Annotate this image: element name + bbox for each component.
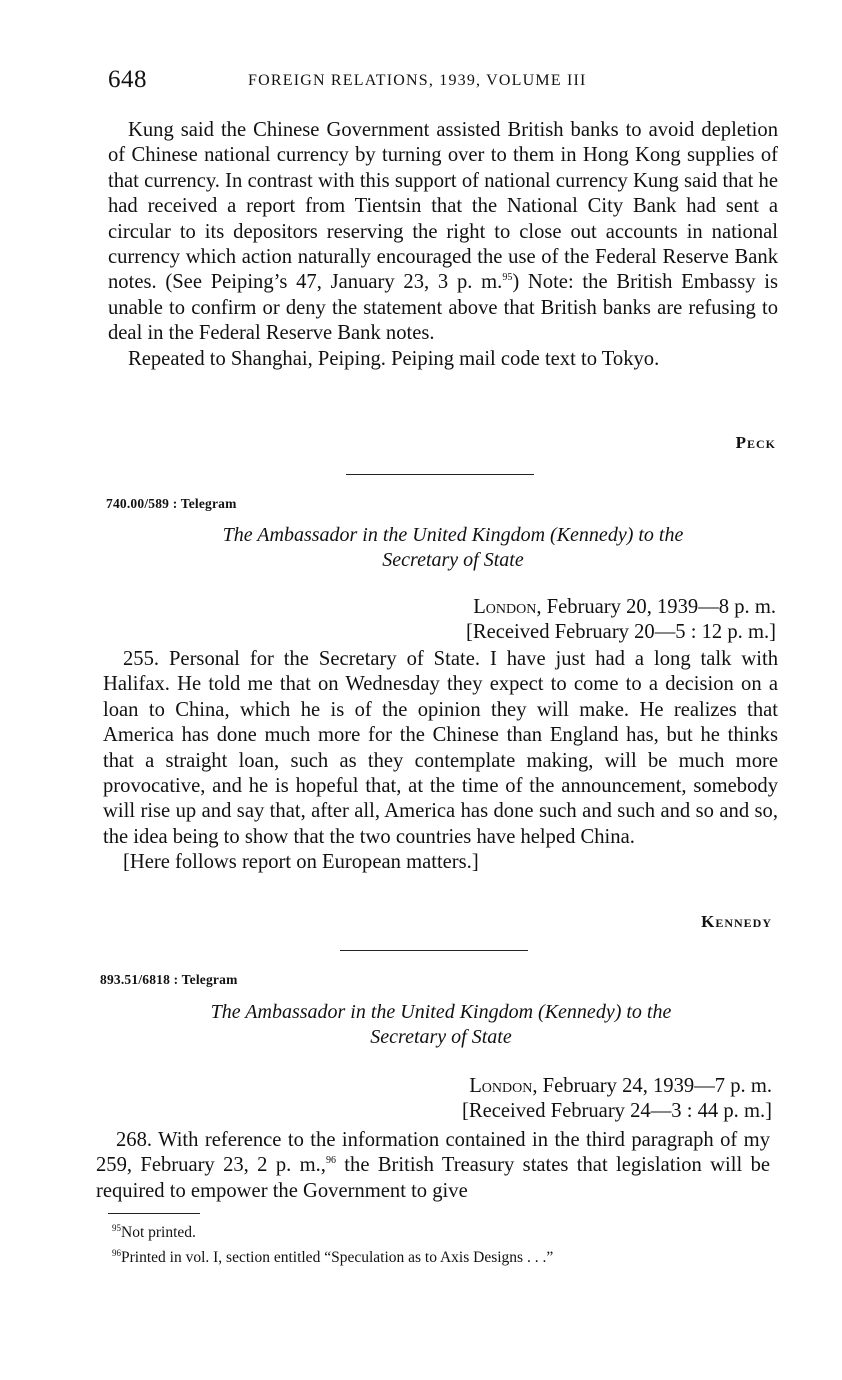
running-head [108,66,778,96]
footnote-rule [108,1213,200,1214]
doc1-paragraph-1: Kung said the Chinese Government assisted British banks to avoid depletion of Chinese national currency by turning over to them in Hong Kong supplies of that currency. In contrast with this support of national currency Kung said that he had received a report from Tientsin that the National City Bank had sent a circular to its depositors reserving the right to close out accounts in national currency which action naturally encouraged the use of the Federal Reserve Bank notes. (See Peiping’s 47, January 23, 3 p. m.$^{95}$) Note: the British Embassy is unable to confirm or deny the statement above that British banks are refusing to deal in the Federal Reserve Bank notes. [108,119,778,345]
running-head-title: FOREIGN RELATIONS, 1939, VOLUME III [248,72,587,89]
doc1-signature: Peck [735,433,776,452]
doc3-dateline: London, February 24, 1939—7 p. m. [Received February 24—3 : 44 p. m.] [462,1075,772,1122]
doc1-body [108,118,778,372]
footnote-96: $^{96}$Printed in vol. I, section entitled “Speculation as to Axis Designs . . .” [112,1248,554,1267]
section-divider [340,950,528,951]
doc3-body [96,1128,770,1204]
doc2-body [103,647,778,876]
footnotes [112,1218,772,1268]
page-number: 648 [108,66,147,93]
doc1-paragraph-2: Repeated to Shanghai, Peiping. Peiping mail code text to Tokyo. [128,347,660,370]
doc3-title: The Ambassador in the United Kingdom (Kennedy) to the Secretary of State [210,1001,672,1048]
section-divider [346,474,534,475]
doc3-paragraph-1: 268. With reference to the information contained in the third paragraph of my 259, February 23, 2 p. m.,$^{96}$ the British Treasury states that legislation will be required to empower the Government to give [96,1129,771,1202]
doc2-title: The Ambassador in the United Kingdom (Kennedy) to the Secretary of State [222,524,684,571]
doc2-dateline: London, February 20, 1939—8 p. m. [Received February 20—5 : 12 p. m.] [466,596,776,643]
footnote-ref-95: 95 [502,272,513,284]
doc2-paragraph-1: 255. Personal for the Secretary of State. I have just had a long talk with Halifax. He told me that on Wednesday they expect to come to a decision on a loan to China, which he is of the opinion they will make. He realizes that America has done much more for the Chinese than England has, but he thinks that a straight loan, such as they contemplate making, will be much more provocative, and he is hopeful that, at the time of the announcement, somebody will rise up and say that, after all, America has done such and such and so and so, the idea being to show that the two countries have helped China. [103,648,778,848]
footnote-95: $^{95}$Not printed. [112,1223,196,1242]
doc2-file-reference: 740.00/589 : Telegram [106,496,237,511]
doc2-signature: Kennedy [701,912,772,931]
footnote-ref-96: 96 [325,1155,336,1167]
doc2-paragraph-2: [Here follows report on European matters.] [123,851,479,874]
doc3-file-reference: 893.51/6818 : Telegram [100,972,238,987]
